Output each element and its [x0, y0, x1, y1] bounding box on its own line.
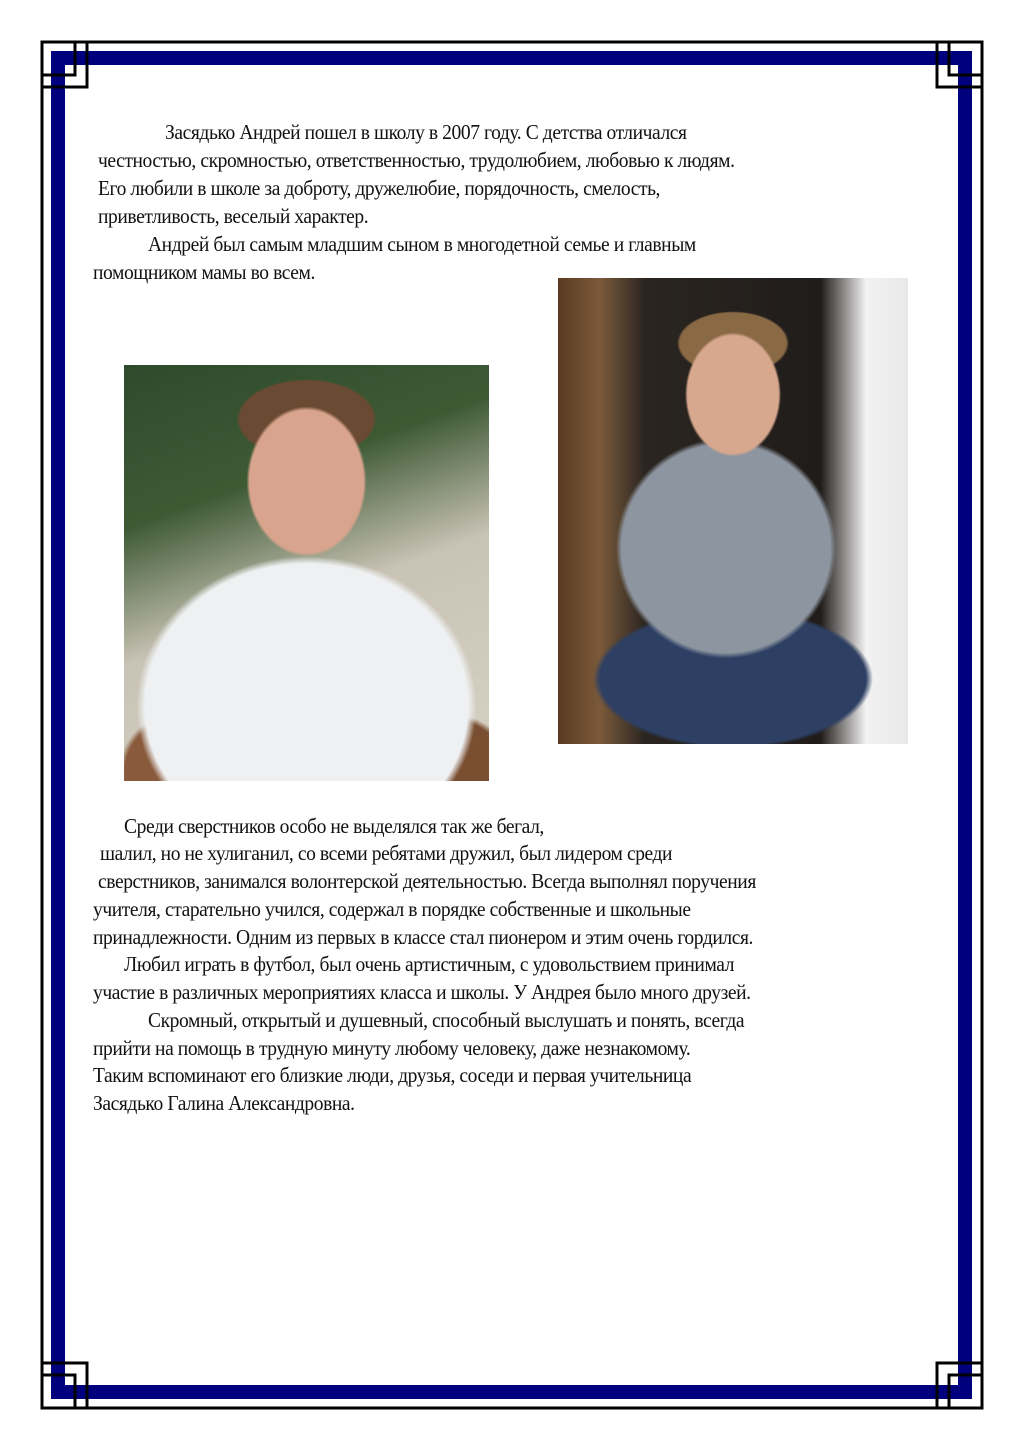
text-line: участие в различных мероприятиях класса и школы. У Андрея было много друзей. [93, 980, 751, 1004]
text-line: учителя, старательно учился, содержал в порядке собственные и школьные [93, 897, 691, 921]
text-line: шалил, но не хулиганил, со всеми ребятами дружил, был лидером среди [100, 841, 673, 865]
text-line: Таким вспоминают его близкие люди, друзья, соседи и первая учительница [93, 1063, 692, 1087]
text-line: Засядько Андрей пошел в школу в 2007 году. С детства отличался [165, 120, 687, 144]
text-line: Его любили в школе за доброту, дружелюбие, порядочность, смелость, [98, 176, 661, 200]
text-line: Среди сверстников особо не выделялся так же бегал, [124, 814, 544, 838]
text-line: Скромный, открытый и душевный, способный выслушать и понять, всегда [148, 1008, 745, 1032]
photo-white-shirt [124, 365, 489, 781]
text-line: приветливость, веселый характер. [98, 204, 369, 228]
text-line: Засядько Галина Александровна. [93, 1091, 355, 1115]
text-line: Любил играть в футбол, был очень артистичным, с удовольствием принимал [124, 952, 735, 976]
photo-striped-sweater [558, 278, 908, 744]
text-line: Андрей был самым младшим сыном в многодетной семье и главным [148, 232, 696, 256]
text-line: помощником мамы во всем. [93, 260, 315, 284]
text-line: сверстников, занимался волонтерской деятельностью. Всегда выполнял поручения [98, 869, 756, 893]
text-line: честностью, скромностью, ответственностью, трудолюбием, любовью к людям. [98, 148, 735, 172]
text-line: прийти на помощь в трудную минуту любому человеку, даже незнакомому. [93, 1036, 691, 1060]
text-line: принадлежности. Одним из первых в классе стал пионером и этим очень гордился. [93, 925, 754, 949]
